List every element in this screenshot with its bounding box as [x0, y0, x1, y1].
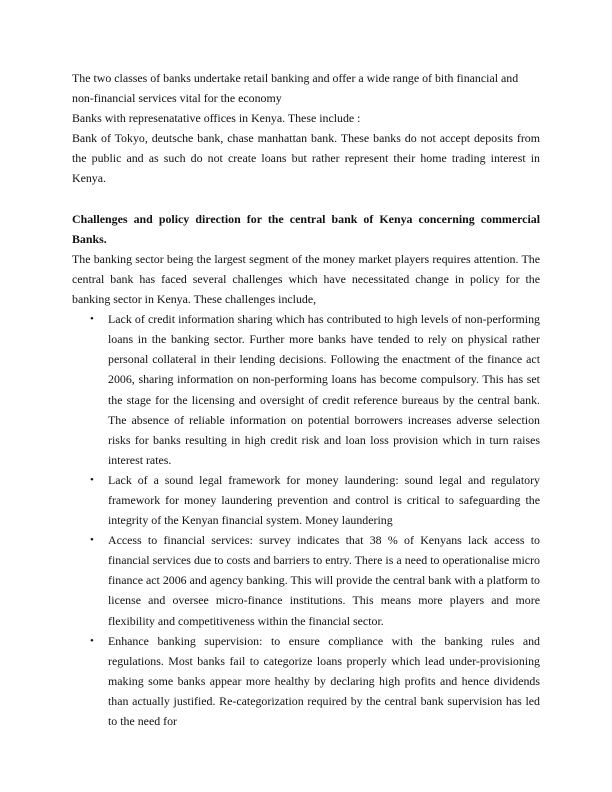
intro-paragraph-representative-offices: Banks with represenatative offices in Kenya. These include : [72, 111, 361, 126]
list-item-text: Lack of a sound legal framework for money laundering: sound legal and regulatory framework for money laundering prevention and control is critical to safeguarding the integrity of the Kenyan financial system. Money laundering [108, 472, 540, 528]
list-item-money-laundering [72, 470, 540, 530]
intro-paragraph-bank-list: Bank of Tokyo, deutsche bank, chase manhattan bank. These banks do not accept deposits from the public and as such do not create loans but rather represent their home trading interest in Kenya. [72, 131, 540, 186]
intro-paragraph-classes: The two classes of banks undertake retail banking and offer a wide range of bith financial and non-financial services vital for the economy [72, 71, 519, 106]
bullet-icon: • [90, 634, 94, 647]
list-item-credit-information [72, 309, 540, 470]
bullet-icon: • [90, 534, 94, 547]
bullet-icon: • [90, 473, 94, 486]
list-item-text: Enhance banking supervision: to ensure compliance with the banking rules and regulations. Most banks fail to categorize loans properly which lead under-provisioning making some banks appear more healthy by declaring high profits and hence dividends than actually justified. Re-categorization required by the central bank supervision has led to the need for [108, 633, 540, 728]
section-heading: Challenges and policy direction for the central bank of Kenya concerning commercial Banks. [72, 211, 540, 246]
document-page [72, 68, 540, 731]
section-intro-paragraph: The banking sector being the largest segment of the money market players requires attention. The central bank has faced several challenges which have necessitated change in policy for the banking sector in Kenya. These challenges include, [72, 251, 540, 307]
list-item-access-financial-services [72, 530, 540, 630]
list-item-banking-supervision [72, 631, 540, 731]
blank-line [72, 189, 540, 209]
bullet-icon: • [90, 313, 94, 326]
list-item-text: Lack of credit information sharing which has contributed to high levels of non-performing loans in the banking sector. Further more banks have tended to rely on physical rather personal collateral in their lending decisions. Following the enactment of the finance act 2006, sharing information on non-performing loans has become compulsory. This has set the stage for the licensing and oversight of credit reference bureaus by the central bank. The absence of reliable information on potential borrowers increases adverse selection risks for banks resulting in high credit risk and loan loss provision which in turn raises interest rates. [108, 312, 540, 467]
challenges-list [72, 309, 540, 731]
list-item-text: Access to financial services: survey indicates that 38 % of Kenyans lack access to financial services due to costs and barriers to entry. There is a need to operationalise micro finance act 2006 and agency banking. This will provide the central bank with a platform to license and oversee micro-finance institutions. This means more players and more flexibility and competitiveness within the financial sector. [108, 533, 540, 628]
